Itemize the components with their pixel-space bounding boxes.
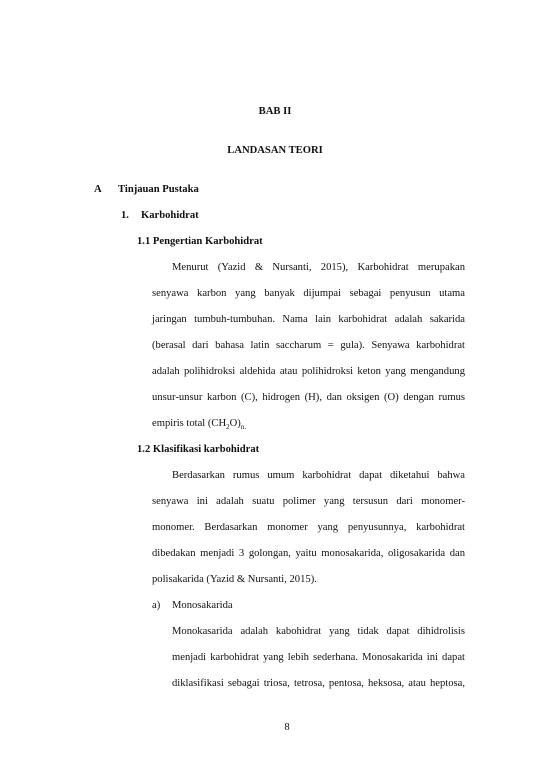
paragraph-line: Menurut (Yazid & Nursanti, 2015), Karbohidrat merupakan: [172, 262, 465, 273]
chapter-heading: BAB II: [258, 106, 292, 117]
paragraph-line: unsur-unsur karbon (C), hidrogen (H), dan oksigen (O) dengan rumus: [152, 392, 465, 403]
subsection-1-2-title: 1.2 Klasifikasi karbohidrat: [137, 444, 260, 455]
subsection-1-1-title: 1.1 Pengertian Karbohidrat: [137, 236, 263, 247]
section-a-marker: A: [94, 184, 102, 195]
paragraph-line: monomer. Berdasarkan monomer yang penyusunnya, karbohidrat: [152, 522, 465, 533]
paragraph-line: adalah polihidroksi aldehida atau polihidroksi keton yang mengandung: [152, 366, 465, 377]
section-a-title: Tinjauan Pustaka: [118, 184, 199, 195]
paragraph-line: (berasal dari bahasa latin saccharum = gula). Senyawa karbohidrat: [152, 340, 465, 351]
paragraph-line: menjadi karbohidrat yang lebih sederhana. Monosakarida ini dapat: [172, 652, 465, 663]
chapter-title: LANDASAN TEORI: [227, 145, 323, 156]
empirical-formula-line: [152, 418, 247, 432]
list-item-a-title: Monosakarida: [172, 600, 233, 611]
paragraph-line: polisakarida (Yazid & Nursanti, 2015).: [152, 574, 317, 585]
formula-mid: O): [229, 418, 241, 429]
list-item-a-marker: a): [152, 600, 161, 611]
subsection-1-marker: 1.: [121, 210, 129, 221]
paragraph-line: dibedakan menjadi 3 golongan, yaitu monosakarida, oligosakarida dan: [152, 548, 465, 559]
paragraph-line: Berdasarkan rumus umum karbohidrat dapat diketahui bahwa: [172, 470, 465, 481]
formula-subscript-2: 2: [226, 423, 230, 432]
formula-prefix: empiris total (CH: [152, 418, 227, 429]
paragraph-line: Monokasarida adalah kabohidrat yang tidak dapat dihidrolisis: [172, 626, 465, 637]
formula-subscript-n: n.: [240, 423, 247, 432]
paragraph-line: senyawa ini adalah suatu polimer yang tersusun dari monomer-: [152, 496, 465, 507]
paragraph-line: diklasifikasi sebagai triosa, tetrosa, pentosa, heksosa, atau heptosa,: [172, 678, 465, 689]
page-number: 8: [284, 722, 290, 733]
subsection-1-title: Karbohidrat: [141, 210, 199, 221]
paragraph-line: senyawa karbon yang banyak dijumpai sebagai penyusun utama: [152, 288, 465, 299]
paragraph-line: jaringan tumbuh-tumbuhan. Nama lain karbohidrat adalah sakarida: [152, 314, 465, 325]
